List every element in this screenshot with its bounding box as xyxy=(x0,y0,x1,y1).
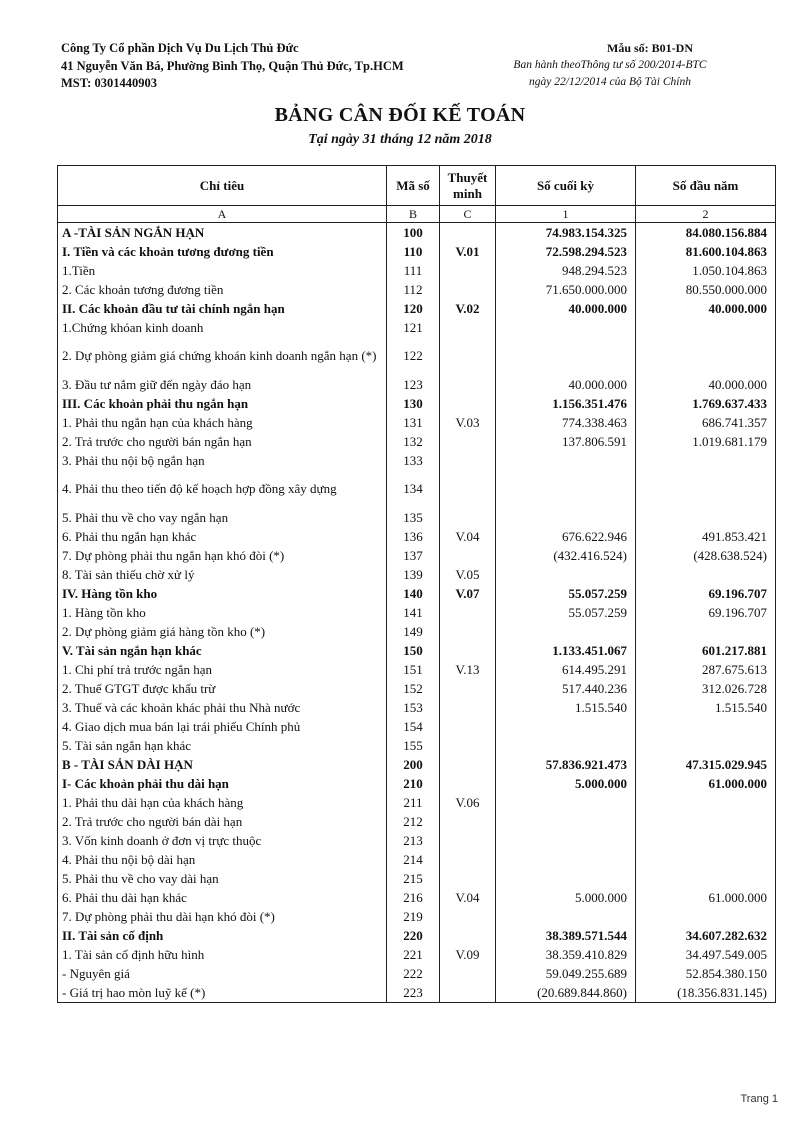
col-header-code: Mã số xyxy=(387,166,440,206)
row-note xyxy=(440,926,496,945)
row-code: 222 xyxy=(387,964,440,983)
row-note xyxy=(440,641,496,660)
row-note xyxy=(440,451,496,470)
row-code: 216 xyxy=(387,888,440,907)
row-code: 135 xyxy=(387,508,440,527)
row-note xyxy=(440,318,496,337)
row-note xyxy=(440,337,496,375)
row-opening-value: 312.026.728 xyxy=(636,679,776,698)
table-row xyxy=(58,603,776,622)
row-opening-value xyxy=(636,337,776,375)
row-note xyxy=(440,964,496,983)
row-opening-value xyxy=(636,907,776,926)
row-closing-value xyxy=(496,565,636,584)
row-closing-value: 5.000.000 xyxy=(496,774,636,793)
table-row xyxy=(58,945,776,964)
row-label: - Giá trị hao mòn luỹ kế (*) xyxy=(58,983,387,1003)
company-name: Công Ty Cổ phần Dịch Vụ Du Lịch Thủ Đức xyxy=(61,41,299,55)
row-code: 154 xyxy=(387,717,440,736)
form-issued-line2: ngày 22/12/2014 của Bộ Tài Chính xyxy=(529,76,691,88)
table-row xyxy=(58,641,776,660)
row-note xyxy=(440,717,496,736)
table-row xyxy=(58,223,776,243)
company-tax-id: MST: 0301440903 xyxy=(61,76,157,90)
row-label: 2. Trả trước cho người bán dài hạn xyxy=(58,812,387,831)
row-code: 153 xyxy=(387,698,440,717)
table-row xyxy=(58,584,776,603)
row-closing-value: 40.000.000 xyxy=(496,299,636,318)
row-code: 120 xyxy=(387,299,440,318)
row-code: 155 xyxy=(387,736,440,755)
row-code: 133 xyxy=(387,451,440,470)
row-note xyxy=(440,280,496,299)
row-closing-value xyxy=(496,869,636,888)
row-code: 100 xyxy=(387,223,440,243)
form-issued-line1: Ban hành theoThông tư số 200/2014-BTC xyxy=(513,59,707,71)
row-opening-value: 686.741.357 xyxy=(636,413,776,432)
table-row xyxy=(58,546,776,565)
page-number: Trang 1 xyxy=(740,1093,778,1105)
row-label: 6. Phải thu ngắn hạn khác xyxy=(58,527,387,546)
document-subtitle: Tại ngày 31 tháng 12 năm 2018 xyxy=(308,132,492,147)
row-closing-value: (432.416.524) xyxy=(496,546,636,565)
row-closing-value: 137.806.591 xyxy=(496,432,636,451)
row-label: 4. Phải thu nội bộ dài hạn xyxy=(58,850,387,869)
company-info xyxy=(61,40,404,93)
row-closing-value: 614.495.291 xyxy=(496,660,636,679)
row-code: 134 xyxy=(387,470,440,508)
row-closing-value: 57.836.921.473 xyxy=(496,755,636,774)
row-label: 5. Phải thu về cho vay ngắn hạn xyxy=(58,508,387,527)
row-code: 136 xyxy=(387,527,440,546)
row-closing-value: (20.689.844.860) xyxy=(496,983,636,1003)
row-closing-value: 74.983.154.325 xyxy=(496,223,636,243)
row-code: 220 xyxy=(387,926,440,945)
row-opening-value: 84.080.156.884 xyxy=(636,223,776,243)
col-letter-b: B xyxy=(387,206,440,223)
row-code: 132 xyxy=(387,432,440,451)
row-closing-value xyxy=(496,812,636,831)
row-note xyxy=(440,603,496,622)
row-label: 4. Phải thu theo tiến độ kế hoạch hợp đồng xây dựng xyxy=(58,470,387,508)
row-label: 4. Giao dịch mua bán lại trái phiếu Chính phủ xyxy=(58,717,387,736)
row-label: 3. Đầu tư nắm giữ đến ngày đáo hạn xyxy=(58,375,387,394)
table-row xyxy=(58,261,776,280)
row-closing-value: 517.440.236 xyxy=(496,679,636,698)
row-label: 1.Chứng khóan kinh doanh xyxy=(58,318,387,337)
row-label: 2. Dự phòng giảm giá chứng khoán kinh doanh ngắn hạn (*) xyxy=(58,337,387,375)
table-row xyxy=(58,470,776,508)
balance-sheet-table xyxy=(57,165,776,1003)
row-code: 110 xyxy=(387,242,440,261)
document-title: BẢNG CÂN ĐỐI KẾ TOÁN xyxy=(274,104,526,126)
row-opening-value xyxy=(636,850,776,869)
table-row xyxy=(58,793,776,812)
row-code: 139 xyxy=(387,565,440,584)
row-code: 223 xyxy=(387,983,440,1003)
row-code: 211 xyxy=(387,793,440,812)
row-note: V.13 xyxy=(440,660,496,679)
row-opening-value: 40.000.000 xyxy=(636,299,776,318)
row-note: V.06 xyxy=(440,793,496,812)
row-closing-value: 774.338.463 xyxy=(496,413,636,432)
table-row xyxy=(58,299,776,318)
row-closing-value: 5.000.000 xyxy=(496,888,636,907)
row-label: 1. Phải thu ngắn hạn của khách hàng xyxy=(58,413,387,432)
table-row xyxy=(58,508,776,527)
row-opening-value xyxy=(636,736,776,755)
row-label: IV. Hàng tồn kho xyxy=(58,584,387,603)
table-row xyxy=(58,242,776,261)
row-label: 1. Hàng tồn kho xyxy=(58,603,387,622)
row-label: 1. Tài sản cố định hữu hình xyxy=(58,945,387,964)
row-code: 212 xyxy=(387,812,440,831)
row-note xyxy=(440,223,496,243)
row-label: B - TÀI SẢN DÀI HẠN xyxy=(58,755,387,774)
table-row xyxy=(58,926,776,945)
row-label: 3. Phải thu nội bộ ngắn hạn xyxy=(58,451,387,470)
table-row xyxy=(58,831,776,850)
row-closing-value: 676.622.946 xyxy=(496,527,636,546)
row-note xyxy=(440,983,496,1003)
row-code: 214 xyxy=(387,850,440,869)
row-label: II. Tài sản cố định xyxy=(58,926,387,945)
row-closing-value xyxy=(496,622,636,641)
col-letter-2: 2 xyxy=(636,206,776,223)
col-header-closing: Số cuối kỳ xyxy=(496,166,636,206)
row-closing-value: 948.294.523 xyxy=(496,261,636,280)
row-label: 2. Các khoản tương đương tiền xyxy=(58,280,387,299)
row-opening-value: 601.217.881 xyxy=(636,641,776,660)
row-label: 3. Vốn kinh doanh ở đơn vị trực thuộc xyxy=(58,831,387,850)
row-note: V.01 xyxy=(440,242,496,261)
row-code: 213 xyxy=(387,831,440,850)
row-code: 149 xyxy=(387,622,440,641)
row-code: 215 xyxy=(387,869,440,888)
row-note xyxy=(440,375,496,394)
table-row xyxy=(58,774,776,793)
row-note: V.05 xyxy=(440,565,496,584)
row-opening-value: 1.050.104.863 xyxy=(636,261,776,280)
row-opening-value: 1.515.540 xyxy=(636,698,776,717)
row-note: V.04 xyxy=(440,888,496,907)
table-row xyxy=(58,318,776,337)
row-code: 200 xyxy=(387,755,440,774)
row-label: I. Tiền và các khoản tương đương tiền xyxy=(58,242,387,261)
col-header-item: Chỉ tiêu xyxy=(58,166,387,206)
row-opening-value: 47.315.029.945 xyxy=(636,755,776,774)
col-header-opening: Số đầu năm xyxy=(636,166,776,206)
row-code: 221 xyxy=(387,945,440,964)
row-opening-value: 287.675.613 xyxy=(636,660,776,679)
row-closing-value: 55.057.259 xyxy=(496,584,636,603)
row-opening-value: 40.000.000 xyxy=(636,375,776,394)
row-code: 111 xyxy=(387,261,440,280)
row-code: 152 xyxy=(387,679,440,698)
table-row xyxy=(58,451,776,470)
row-label: 6. Phải thu dài hạn khác xyxy=(58,888,387,907)
row-label: 3. Thuế và các khoản khác phải thu Nhà nước xyxy=(58,698,387,717)
row-note xyxy=(440,850,496,869)
table-row xyxy=(58,698,776,717)
row-note xyxy=(440,679,496,698)
row-closing-value: 38.359.410.829 xyxy=(496,945,636,964)
row-code: 141 xyxy=(387,603,440,622)
row-closing-value: 1.156.351.476 xyxy=(496,394,636,413)
row-note: V.02 xyxy=(440,299,496,318)
row-opening-value xyxy=(636,812,776,831)
row-closing-value: 72.598.294.523 xyxy=(496,242,636,261)
table-row xyxy=(58,869,776,888)
col-letter-c: C xyxy=(440,206,496,223)
row-note xyxy=(440,261,496,280)
row-note: V.04 xyxy=(440,527,496,546)
row-opening-value: 1.019.681.179 xyxy=(636,432,776,451)
row-note xyxy=(440,907,496,926)
table-row xyxy=(58,736,776,755)
row-opening-value xyxy=(636,451,776,470)
table-row xyxy=(58,755,776,774)
row-opening-value: 69.196.707 xyxy=(636,603,776,622)
row-opening-value: 52.854.380.150 xyxy=(636,964,776,983)
row-label: I- Các khoản phải thu dài hạn xyxy=(58,774,387,793)
row-code: 151 xyxy=(387,660,440,679)
row-note xyxy=(440,812,496,831)
row-label: 1. Phải thu dài hạn của khách hàng xyxy=(58,793,387,812)
row-label: 8. Tài sản thiếu chờ xử lý xyxy=(58,565,387,584)
row-note xyxy=(440,831,496,850)
row-label: 5. Tài sản ngắn hạn khác xyxy=(58,736,387,755)
row-closing-value: 1.133.451.067 xyxy=(496,641,636,660)
table-letter-row xyxy=(58,206,776,223)
row-closing-value xyxy=(496,508,636,527)
row-opening-value: 61.000.000 xyxy=(636,774,776,793)
col-letter-a: A xyxy=(58,206,387,223)
col-header-note: Thuyết minh xyxy=(440,166,496,206)
table-row xyxy=(58,717,776,736)
row-label: A -TÀI SẢN NGẮN HẠN xyxy=(58,223,387,243)
row-closing-value: 40.000.000 xyxy=(496,375,636,394)
row-note xyxy=(440,432,496,451)
row-closing-value xyxy=(496,793,636,812)
row-opening-value: 81.600.104.863 xyxy=(636,242,776,261)
table-row xyxy=(58,660,776,679)
row-note xyxy=(440,546,496,565)
row-opening-value xyxy=(636,508,776,527)
row-opening-value xyxy=(636,717,776,736)
row-closing-value xyxy=(496,337,636,375)
row-code: 219 xyxy=(387,907,440,926)
table-row xyxy=(58,907,776,926)
row-code: 131 xyxy=(387,413,440,432)
row-label: 7. Dự phòng phải thu dài hạn khó đòi (*) xyxy=(58,907,387,926)
row-note xyxy=(440,470,496,508)
table-row xyxy=(58,812,776,831)
row-opening-value: 34.497.549.005 xyxy=(636,945,776,964)
table-header-row xyxy=(58,166,776,206)
table-row xyxy=(58,375,776,394)
form-info xyxy=(460,40,760,91)
row-closing-value: 59.049.255.689 xyxy=(496,964,636,983)
row-code: 112 xyxy=(387,280,440,299)
table-row xyxy=(58,964,776,983)
company-address: 41 Nguyễn Văn Bá, Phường Bình Thọ, Quận Thủ Đức, Tp.HCM xyxy=(61,58,404,73)
row-closing-value: 71.650.000.000 xyxy=(496,280,636,299)
row-closing-value xyxy=(496,451,636,470)
row-code: 121 xyxy=(387,318,440,337)
table-row xyxy=(58,622,776,641)
row-note xyxy=(440,508,496,527)
row-note xyxy=(440,869,496,888)
row-note xyxy=(440,698,496,717)
row-note xyxy=(440,774,496,793)
row-code: 130 xyxy=(387,394,440,413)
row-code: 137 xyxy=(387,546,440,565)
row-note xyxy=(440,622,496,641)
row-opening-value: 80.550.000.000 xyxy=(636,280,776,299)
row-code: 123 xyxy=(387,375,440,394)
row-opening-value xyxy=(636,622,776,641)
row-opening-value: (428.638.524) xyxy=(636,546,776,565)
table-row xyxy=(58,850,776,869)
row-note: V.07 xyxy=(440,584,496,603)
row-code: 210 xyxy=(387,774,440,793)
row-closing-value: 1.515.540 xyxy=(496,698,636,717)
table-row xyxy=(58,679,776,698)
row-closing-value xyxy=(496,831,636,850)
table-row xyxy=(58,983,776,1003)
row-opening-value xyxy=(636,565,776,584)
row-label: 2. Dự phòng giảm giá hàng tồn kho (*) xyxy=(58,622,387,641)
row-closing-value xyxy=(496,318,636,337)
row-label: 1. Chi phí trả trước ngắn hạn xyxy=(58,660,387,679)
row-code: 150 xyxy=(387,641,440,660)
table-row xyxy=(58,337,776,375)
row-opening-value xyxy=(636,318,776,337)
table-row xyxy=(58,432,776,451)
row-label: 5. Phải thu về cho vay dài hạn xyxy=(58,869,387,888)
table-row xyxy=(58,888,776,907)
row-code: 122 xyxy=(387,337,440,375)
row-label: 2. Trả trước cho người bán ngắn hạn xyxy=(58,432,387,451)
table-row xyxy=(58,413,776,432)
row-opening-value xyxy=(636,869,776,888)
row-opening-value: 491.853.421 xyxy=(636,527,776,546)
row-opening-value: 69.196.707 xyxy=(636,584,776,603)
row-opening-value xyxy=(636,831,776,850)
row-opening-value: 34.607.282.632 xyxy=(636,926,776,945)
row-code: 140 xyxy=(387,584,440,603)
table-row xyxy=(58,565,776,584)
row-closing-value: 38.389.571.544 xyxy=(496,926,636,945)
form-number: Mẫu số: B01-DN xyxy=(607,41,693,55)
row-label: V. Tài sản ngắn hạn khác xyxy=(58,641,387,660)
col-letter-1: 1 xyxy=(496,206,636,223)
row-opening-value xyxy=(636,470,776,508)
row-note xyxy=(440,755,496,774)
row-opening-value: 1.769.637.433 xyxy=(636,394,776,413)
row-closing-value xyxy=(496,850,636,869)
row-opening-value xyxy=(636,793,776,812)
row-note xyxy=(440,736,496,755)
row-note: V.03 xyxy=(440,413,496,432)
row-closing-value xyxy=(496,736,636,755)
row-note xyxy=(440,394,496,413)
row-closing-value xyxy=(496,717,636,736)
table-row xyxy=(58,527,776,546)
row-label: - Nguyên giá xyxy=(58,964,387,983)
row-closing-value xyxy=(496,470,636,508)
row-note: V.09 xyxy=(440,945,496,964)
row-closing-value xyxy=(496,907,636,926)
row-label: III. Các khoản phải thu ngắn hạn xyxy=(58,394,387,413)
row-label: 2. Thuế GTGT được khấu trừ xyxy=(58,679,387,698)
row-label: 1.Tiền xyxy=(58,261,387,280)
row-label: 7. Dự phòng phải thu ngắn hạn khó đòi (*) xyxy=(58,546,387,565)
table-row xyxy=(58,280,776,299)
row-closing-value: 55.057.259 xyxy=(496,603,636,622)
row-opening-value: (18.356.831.145) xyxy=(636,983,776,1003)
table-row xyxy=(58,394,776,413)
row-opening-value: 61.000.000 xyxy=(636,888,776,907)
row-label: II. Các khoản đầu tư tài chính ngắn hạn xyxy=(58,299,387,318)
